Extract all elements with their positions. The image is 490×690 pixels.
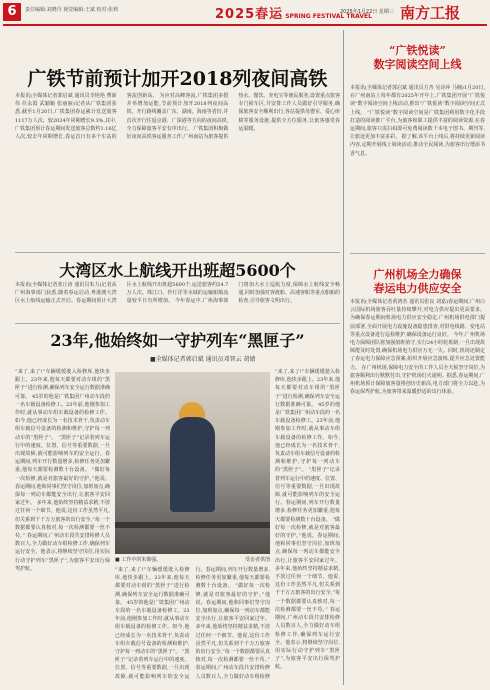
side2-headline-line2: 春运电力供应安全 bbox=[373, 282, 462, 295]
masthead bbox=[0, 0, 490, 24]
article2-body: 本报讯(全媒体记者张丘涛 通讯员朱力)记者从广州海事部门获悉,随着春运启动,粤港澳大湾区水上航线运输正式开启。春运期间预计大湾区水上航线开出班超5600个,运送旅客约54.7万人次。珠江口、伶仃洋等水域的运输船舶流量较平日有所增加。 今年春运中,广州海事部门将加大水上巡航力度,保障水上航线安全畅通,同时加强对客渡船、高速客船等重点船舶的检查,引导旅客文明出行。 bbox=[15, 282, 340, 305]
article1-headline: 广铁节前预计加开2018列夜间高铁 bbox=[27, 68, 328, 90]
article1-body: 本报讯(全媒体记者郭启斌 通讯员李艳艳 曹新伟 任永霞 武颖颖 张丽丽)记者从广铁集团获悉,截至1月20日,广铁集团春运累计发送旅客1117万人次。较2024年同期增长9.3%,其中,广铁集团预计春运期间发送旅客总数约1.16亿人次,较去年同期增长,春运首日有多个车站的客流创新高。 为应对高峰客流,广铁集团多措并举增加运能,节前预计加开2018列夜间高铁。开行路线覆盖广东、湖南、海南等省份,并首次开行往返京港、广深港等方向的夜间高铁,全力保障旅客平安有序出行。 广铁集团积极做好夜间高铁客运服务工作,广州南站为旅客提供热水、餐饮、充电宝等便民服务,设置重点旅客专门候车区,并安排工作人员做好引导服务,确保旅客安全顺利出行,各站提供母婴室、爱心座椅等服务设施,提供全方位服务,让旅客感受春运温暖。 bbox=[15, 93, 340, 141]
article-divider bbox=[15, 252, 340, 253]
article3-body-under-photo: “来了,来了!”车辆缓缓驶入检修库,他快步跟上。23年来,他每天都要对动车组的“黑匣子”进行检测,确保列车安全运行数据准确可靠。 45岁的他是广铁集团广州动车段的一名车载设备检修工。23年前,他刚参加工作时,就从事动车组车载设备的检修工作。如今,他已经成长为一名技术骨干,负责动车组车载信号设备的检测和维护,守护每一列动车的“黑匣子”。 “黑匣子”记录着列车运行中的速度、位置、信号等重要数据,一旦出现故障,就可能影响列车的安全运行。春运期间,列车开行数量增多,检修任务更加繁重,他每天都要检测数十台设备。 “做好每一次检修,就是对旅客最好的守护。”他说。春运期间,他和同事们坚守岗位,加班加点,确保每一列动车都能安全出行,让旅客平安回家过年。 多年来,他始终坚持精益求精,不放过任何一个细节。他说,这份工作虽然平凡,但关系到千千万万旅客的出行安全,“每一个数据都要认真核对,每一次检测都要一丝不苟。” 春运期间,广州动车段共安排检修人员数百人,全力做好动车组检修 bbox=[115, 567, 270, 680]
page-number: 6 bbox=[3, 3, 21, 21]
photo-credit: 受访者供图 bbox=[244, 557, 270, 563]
article3-headline: 23年,他始终如一守护列车“黑匣子” bbox=[50, 331, 305, 350]
side2-body: 本报讯(全媒体记者黄鸿杰 通讯员张良 刘嘉)春运期间,广州白云国际机场旅客吞吐量持续攀升,对电力供应提出更高要求。为确保春运期间机场电力供应安全稳定,广州机场供电部门提前部署,全面开展电力设施设备隐患排查,对供电线路、变电站等重点设备进行巡检维护,确保设备运行良好。 今年,广州机场电力保障团队将加强值班值守,实行24小时轮班制,一旦出现故障能及时处置,确保机场电力供应万无一失。同时,机场还制定了春运电力保障应急预案,组织开展应急演练,提升应急处置能力。 在广州机场,保障电力安全的工作人员全天候坚守岗位,为旅客顺利出行默默付出,守护机场灯火通明。据悉,春运期间,广州机场预计保障旅客量将创历史新高,电力部门将全力以赴,为春运保驾护航,为旅客带来温暖舒适的出行体验。 bbox=[350, 299, 485, 396]
article-divider bbox=[15, 323, 340, 324]
side1-headline-line1: “广铁悦读” bbox=[389, 44, 446, 57]
article2-headline: 大湾区水上航线开出班超5600个 bbox=[59, 261, 296, 280]
photo-caption-text: ■ 工作中的朱锦强。 bbox=[115, 557, 162, 563]
section-title-en: SPRING FESTIVAL TRAVEL bbox=[285, 13, 372, 20]
worker-photo bbox=[115, 372, 270, 554]
side2-headline bbox=[350, 268, 485, 296]
article3-body-col1: “来了,来了!”车辆缓缓驶入检修库,他快步跟上。23年来,他每天都要对动车组的“黑匣子”进行检测,确保列车安全运行数据准确可靠。 45岁的他是广铁集团广州动车段的一名车载设备检修工。23年前,他刚参加工作时,就从事动车组车载设备的检修工作。如今,他已经成长为一名技术骨干,负责动车组车载信号设备的检测和维护,守护每一列动车的“黑匣子”。 “黑匣子”记录着列车运行中的速度、位置、信号等重要数据,一旦出现故障,就可能影响列车的安全运行。春运期间,列车开行数量增多,检修任务更加繁重,他每天都要检测数十台设备。 “做好每一次检修,就是对旅客最好的守护。”他说。春运期间,他和同事们坚守岗位,加班加点,确保每一列动车都能安全出行,让旅客平安回家过年。 多年来,他始终坚持精益求精,不放过任何一个细节。他说,这份工作虽然平凡,但关系到千千万万旅客的出行安全,“每一个数据都要认真核对,每一次检测都要一丝不苟。” 春运期间,广州动车段共安排检修人员数百人,全力做好动车组检修工作,确保列车运行安全。他表示,将继续坚守岗位,用实际行动守护列车“黑匣子”,为旅客平安出行保驾护航。 bbox=[15, 369, 110, 572]
section-title-text: 2025春运 bbox=[215, 7, 284, 22]
newspaper-logo: 南方工报 bbox=[400, 4, 461, 22]
side2-headline-line1: 广州机场全力确保 bbox=[373, 268, 462, 281]
editor-credits: 责任编辑:刘晓丹 视觉编辑:王斌 校对:张莉 bbox=[25, 7, 119, 13]
sidebar-divider bbox=[350, 253, 485, 254]
side1-body: 本报讯(全媒体记者郭启斌 通讯员方杏 吴诗萍 马楠)1月20日,在广州南站上每年都有2025年开年上,广铁集团开展“广铁悦读”数字阅读空间上线活动,推出“广铁悦读”数字阅读空间正式上线。 “广铁悦读”数字阅读空间是广铁集团利用数字化手段打造的阅读推广平台,为旅客和职工提供丰富的阅读资源,在春运期间,旅客只需扫码即可免费阅读数千本电子图书、期刊等,让旅途更加丰富多彩。 据了解,该平台上线后,将持续更新阅读内容,定期开展线上阅读活动,推动全民阅读,为旅客出行增添书香气息。 bbox=[350, 85, 485, 157]
rail-shape bbox=[115, 522, 270, 528]
article3-byline: ■全媒体记者郭启斌 通讯员邓智云 胡婧 bbox=[150, 356, 256, 363]
column-divider bbox=[343, 30, 344, 685]
worker-figure bbox=[170, 417, 215, 512]
masthead-rule bbox=[3, 24, 487, 26]
side1-headline-line2: 数字阅读空间上线 bbox=[373, 58, 462, 71]
photo-caption bbox=[115, 556, 270, 563]
side1-headline bbox=[350, 44, 485, 72]
issue-date: 2025年1月22日 星期三 bbox=[340, 9, 394, 15]
article3-body-col4: “来了,来了!”车辆缓缓驶入检修库,他快步跟上。23年来,他每天都要对动车组的“黑匣子”进行检测,确保列车安全运行数据准确可靠。 45岁的他是广铁集团广州动车段的一名车载设备检修工。23年前,他刚参加工作时,就从事动车组车载设备的检修工作。如今,他已经成长为一名技术骨干,负责动车组车载信号设备的检测和维护,守护每一列动车的“黑匣子”。 “黑匣子”记录着列车运行中的速度、位置、信号等重要数据,一旦出现故障,就可能影响列车的安全运行。春运期间,列车开行数量增多,检修任务更加繁重,他每天都要检测数十台设备。 “做好每一次检修,就是对旅客最好的守护。”他说。春运期间,他和同事们坚守岗位,加班加点,确保每一列动车都能安全出行,让旅客平安回家过年。 多年来,他始终坚持精益求精,不放过任何一个细节。他说,这份工作虽然平凡,但关系到千千万万旅客的出行安全,“每一个数据都要认真核对,每一次检测都要一丝不苟。” 春运期间,广州动车段共安排检修人员数百人,全力做好动车组检修工作,确保列车运行安全。他表示,将继续坚守岗位,用实际行动守护列车“黑匣子”,为旅客平安出行保驾护航。 bbox=[275, 369, 340, 671]
